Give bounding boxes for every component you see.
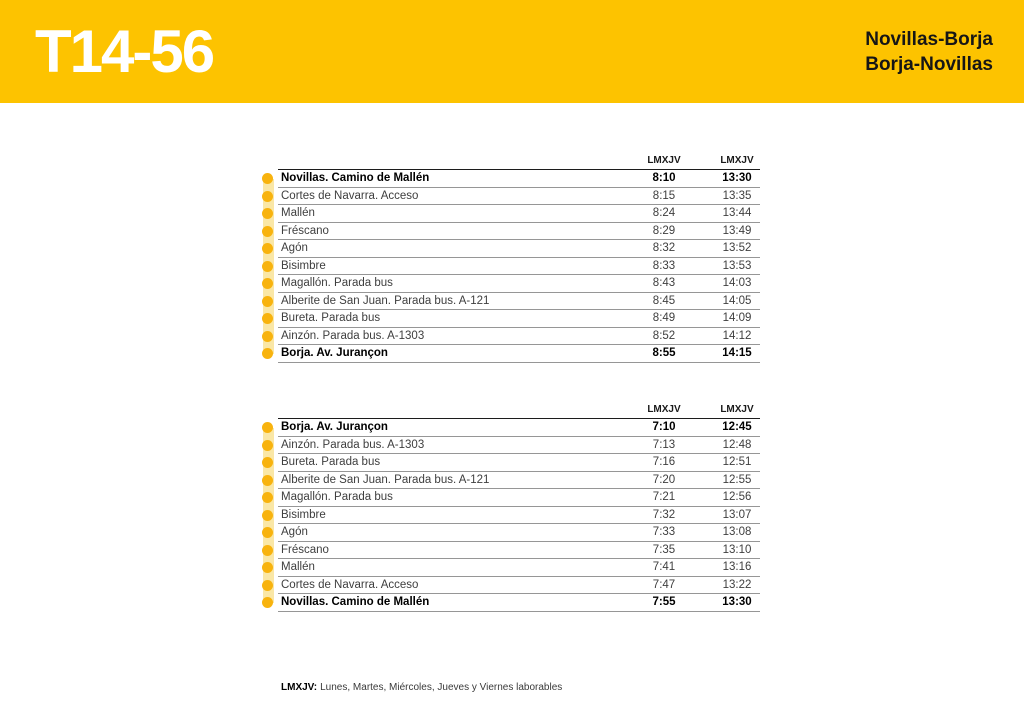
stop-name: Fréscano (281, 224, 329, 237)
stop-dot-icon (262, 296, 273, 307)
time-cell: 13:10 (722, 543, 752, 556)
time-cell: 7:10 (652, 421, 676, 434)
time-cell: 7:55 (652, 596, 676, 609)
table-row (262, 419, 760, 437)
route-destinations (865, 27, 993, 77)
table-row (262, 454, 760, 472)
time-cell: 8:24 (652, 207, 676, 220)
stop-name: Fréscano (281, 543, 329, 556)
stop-name: Borja. Av. Jurançon (281, 421, 388, 434)
table-row (262, 594, 760, 612)
stop-name: Cortes de Navarra. Acceso (281, 189, 419, 202)
table-row (262, 542, 760, 560)
time-cell: 7:21 (652, 491, 676, 504)
stop-name: Magallón. Parada bus (281, 491, 393, 504)
time-cell: 13:53 (722, 259, 752, 272)
stop-name: Bureta. Parada bus (281, 312, 381, 325)
time-cell: 12:55 (722, 473, 752, 486)
table-row (262, 310, 760, 328)
stop-name: Bisimbre (281, 259, 326, 272)
stop-name: Agón (281, 242, 308, 255)
stop-name: Mallén (281, 207, 315, 220)
stop-name: Bureta. Parada bus (281, 456, 381, 469)
time-cell: 12:51 (722, 456, 752, 469)
time-cell: 13:16 (722, 561, 752, 574)
table-row (262, 472, 760, 490)
table-row (262, 258, 760, 276)
time-cell: 8:52 (652, 329, 676, 342)
table-row (262, 170, 760, 188)
stop-name: Alberite de San Juan. Parada bus. A-121 (281, 294, 490, 307)
time-cell: 13:08 (722, 526, 752, 539)
column-header: LMXJV (647, 404, 681, 415)
time-cell: 14:09 (722, 312, 752, 325)
time-cell: 8:10 (652, 172, 676, 185)
stop-name: Cortes de Navarra. Acceso (281, 578, 419, 591)
legend-footnote (281, 682, 760, 693)
stop-name: Bisimbre (281, 508, 326, 521)
stop-dot-icon (262, 580, 273, 591)
table-row (262, 205, 760, 223)
time-cell: 7:41 (652, 561, 676, 574)
stop-name: Agón (281, 526, 308, 539)
stop-dot-icon (262, 331, 273, 342)
stop-dot-icon (262, 545, 273, 556)
table-row (262, 507, 760, 525)
stop-dot-icon (262, 191, 273, 202)
stop-dot-icon (262, 348, 273, 359)
time-cell: 8:49 (652, 312, 676, 325)
header-band (0, 0, 1024, 103)
time-cell: 13:30 (722, 596, 752, 609)
time-cell: 7:13 (652, 438, 676, 451)
time-cell: 7:32 (652, 508, 676, 521)
time-cell: 8:15 (652, 189, 676, 202)
table-row (262, 437, 760, 455)
table-row (262, 489, 760, 507)
stop-name: Novillas. Camino de Mallén (281, 172, 430, 185)
column-header: LMXJV (720, 155, 754, 166)
time-cell: 8:55 (652, 347, 676, 360)
table-row (262, 524, 760, 542)
stop-dot-icon (262, 475, 273, 486)
route-direction-1: Novillas-Borja (865, 28, 993, 50)
time-cell: 8:45 (652, 294, 676, 307)
time-cell: 13:07 (722, 508, 752, 521)
time-cell: 8:32 (652, 242, 676, 255)
route-direction-2: Borja-Novillas (865, 53, 993, 75)
table-row (262, 240, 760, 258)
table-row (262, 577, 760, 595)
stop-name: Borja. Av. Jurançon (281, 347, 388, 360)
time-cell: 14:12 (722, 329, 752, 342)
time-cell: 13:44 (722, 207, 752, 220)
time-cell: 12:48 (722, 438, 752, 451)
table-row (262, 559, 760, 577)
time-cell: 13:30 (722, 172, 752, 185)
time-cell: 14:03 (722, 277, 752, 290)
stop-dot-icon (262, 261, 273, 272)
time-cell: 7:20 (652, 473, 676, 486)
timetable-return (262, 401, 760, 612)
stop-dot-icon (262, 440, 273, 451)
legend-abbreviation: LMXJV: (281, 681, 318, 693)
column-header: LMXJV (647, 155, 681, 166)
stop-name: Mallén (281, 561, 315, 574)
time-cell: 13:35 (722, 189, 752, 202)
stop-name: Magallón. Parada bus (281, 277, 393, 290)
table-row (262, 328, 760, 346)
table-row (262, 223, 760, 241)
time-cell: 8:33 (652, 259, 676, 272)
time-cell: 12:45 (722, 421, 752, 434)
time-cell: 8:43 (652, 277, 676, 290)
timetable-content (262, 152, 760, 693)
stop-dot-icon (262, 510, 273, 521)
table-row (262, 293, 760, 311)
time-cell: 14:05 (722, 294, 752, 307)
time-cell: 7:33 (652, 526, 676, 539)
table-header-row (262, 401, 760, 419)
stop-name: Ainzón. Parada bus. A-1303 (281, 329, 425, 342)
time-cell: 7:35 (652, 543, 676, 556)
legend-text: Lunes, Martes, Miércoles, Jueves y Viernes laborables (320, 681, 563, 693)
column-header: LMXJV (720, 404, 754, 415)
time-cell: 14:15 (722, 347, 752, 360)
time-cell: 13:22 (722, 578, 752, 591)
table-row (262, 188, 760, 206)
table-row (262, 345, 760, 363)
stop-dot-icon (262, 597, 273, 608)
stop-name: Alberite de San Juan. Parada bus. A-121 (281, 473, 490, 486)
stop-name: Ainzón. Parada bus. A-1303 (281, 438, 425, 451)
time-cell: 12:56 (722, 491, 752, 504)
stop-name: Novillas. Camino de Mallén (281, 596, 430, 609)
time-cell: 13:49 (722, 224, 752, 237)
line-code: T14-56 (35, 17, 214, 85)
time-cell: 7:47 (652, 578, 676, 591)
table-header-row (262, 152, 760, 170)
time-cell: 13:52 (722, 242, 752, 255)
time-cell: 7:16 (652, 456, 676, 469)
time-cell: 8:29 (652, 224, 676, 237)
stop-dot-icon (262, 226, 273, 237)
timetable-outbound (262, 152, 760, 363)
table-row (262, 275, 760, 293)
